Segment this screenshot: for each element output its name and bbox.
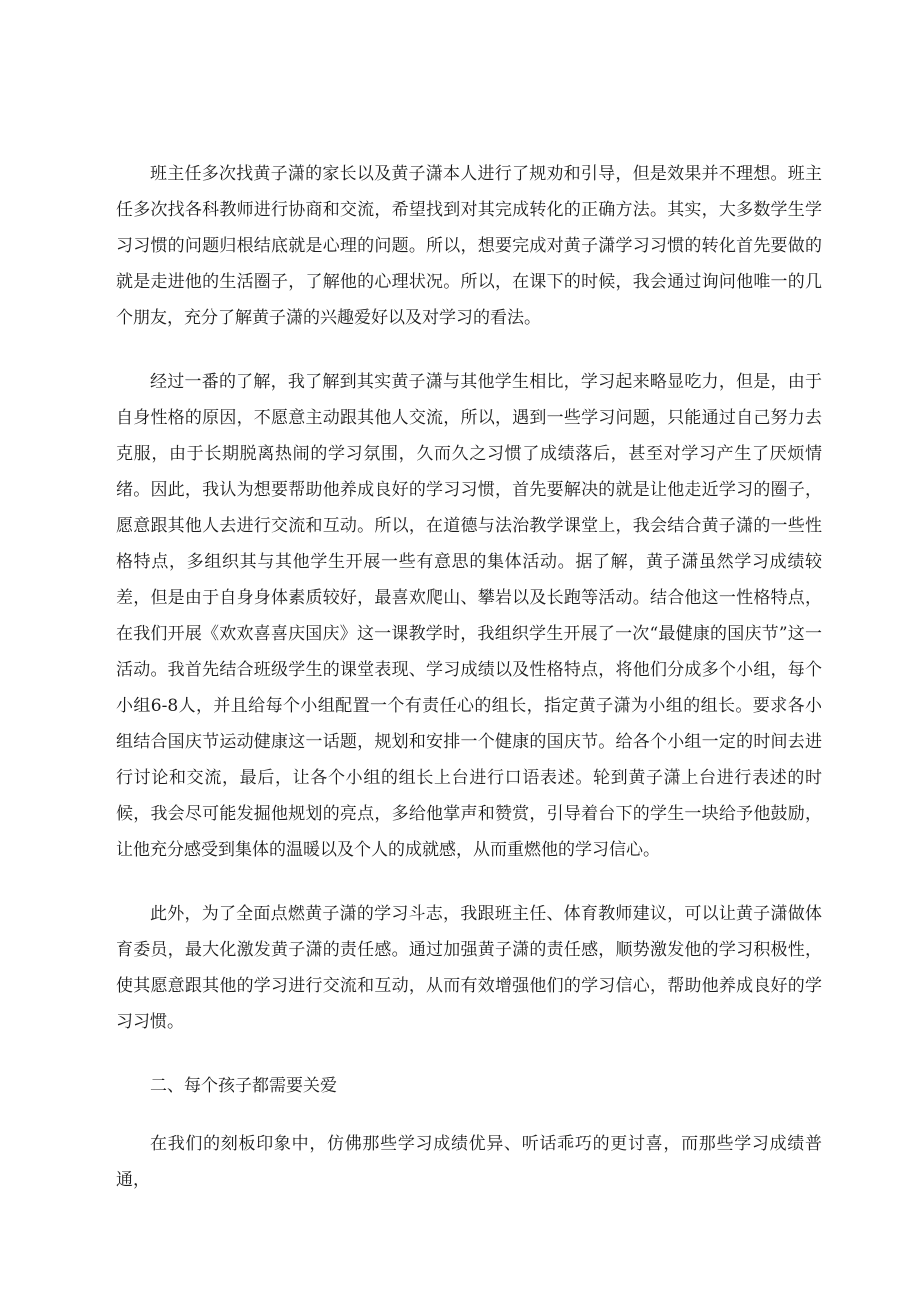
paragraph-1: 班主任多次找黄子潇的家长以及黄子潇本人进行了规劝和引导，但是效果并不理想。班主任多次找各科教师进行协商和交流，希望找到对其完成转化的正确方法。其实，大多数学生学习习惯的问题归根结底就是心理的问题。所以，想要完成对黄子潇学习习惯的转化首先要做的就是走进他的生活圈子，了解他的心理状况。所以，在课下的时候，我会通过询问他唯一的几个朋友，充分了解黄子潇的兴趣爱好以及对学习的看法。	[116, 164, 822, 328]
paragraph-4: 在我们的刻板印象中，仿佛那些学习成绩优异、听话乖巧的更讨喜，而那些学习成绩普通，	[116, 1134, 822, 1190]
section-heading: 二、每个孩子都需要关爱	[150, 1076, 337, 1096]
paragraph-2: 经过一番的了解，我了解到其实黄子潇与其他学生相比，学习起来略显吃力，但是，由于自身性格的原因，不愿意主动跟其他人交流，所以，遇到一些学习问题，只能通过自己努力去克服，由于长期脱离热闹的学习氛围，久而久之习惯了成绩落后，甚至对学习产生了厌烦情绪。因此，我认为想要帮助他养成良好的学习习惯，首先要解决的就是让他走近学习的圈子，愿意跟其他人去进行交流和互动。所以，在道德与法治教学课堂上，我会结合黄子潇的一些性格特点，多组织其与其他学生开展一些有意思的集体活动。据了解，黄子潇虽然学习成绩较差，但是由于自身身体素质较好，最喜欢爬山、攀岩以及长跑等活动。结合他这一性格特点，在我们开展《欢欢喜喜庆国庆》这一课教学时，我组织学生开展了一次“最健康的国庆节”这一活动。我首先结合班级学生的课堂表现、学习成绩以及性格特点，将他们分成多个小组，每个小组6-8人，并且给每个小组配置一个有责任心的组长，指定黄子潇为小组的组长。要求各小组结合国庆节运动健康这一话题，规划和安排一个健康的国庆节。给各个小组一定的时间去进行讨论和交流，最后，让各个小组的组长上台进行口语表述。轮到黄子潇上台进行表述的时候，我会尽可能发掘他规划的亮点，多给他掌声和赞赏，引导着台下的学生一块给予他鼓励，让他充分感受到集体的温暖以及个人的成就感，从而重燃他的学习信心。	[116, 372, 822, 860]
paragraph-3: 此外，为了全面点燃黄子潇的学习斗志，我跟班主任、体育教师建议，可以让黄子潇做体育委员，最大化激发黄子潇的责任感。通过加强黄子潇的责任感，顺势激发他的学习积极性，使其愿意跟其他的学习进行交流和互动，从而有效增强他们的学习信心，帮助他养成良好的学习习惯。	[116, 904, 822, 1032]
document-body	[116, 156, 822, 1198]
